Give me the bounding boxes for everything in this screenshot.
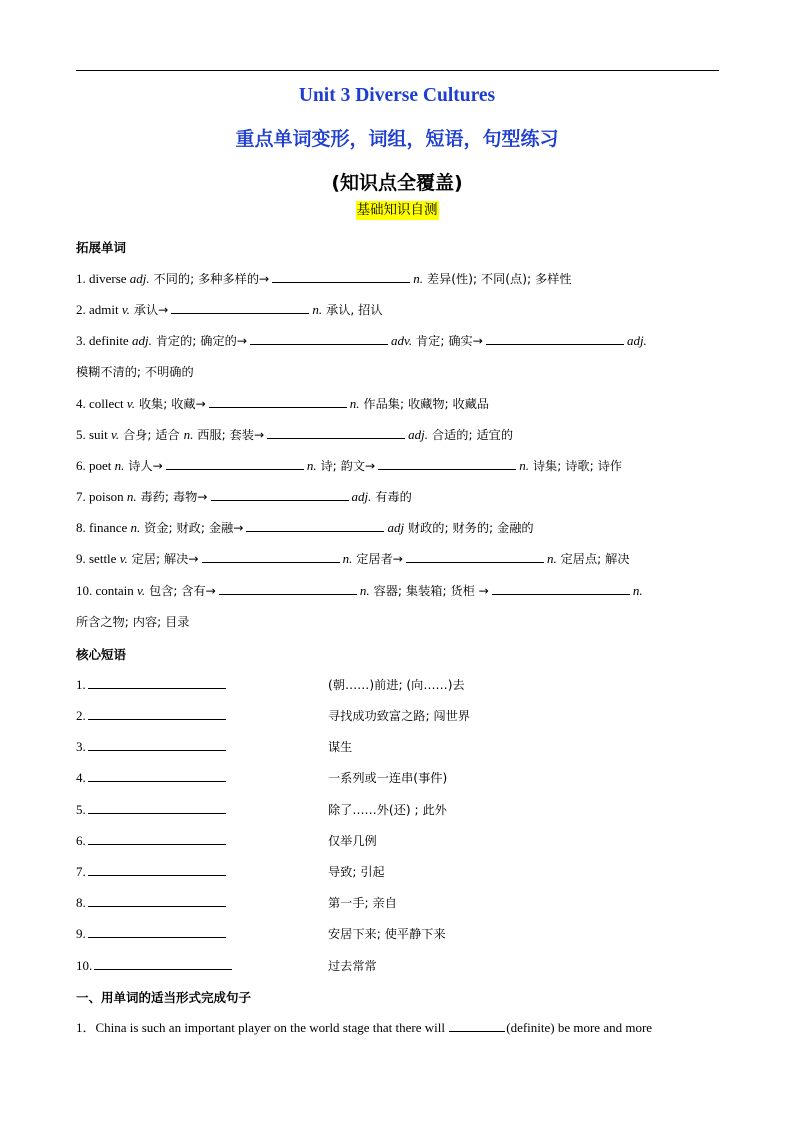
answer-blank[interactable]	[88, 738, 226, 751]
phrase-meaning-6: 仅举几例	[328, 834, 377, 848]
answer-blank[interactable]	[486, 332, 624, 345]
phrase-meaning-3: 谋生	[328, 740, 353, 754]
answer-blank[interactable]	[202, 550, 340, 563]
vocab-item-8: 8. finance n. 资金; 财政; 金融→ adj 财政的; 财务的; 金融的	[76, 520, 534, 535]
phrase-meaning-4: 一系列或一连串(事件)	[328, 771, 448, 785]
vocab-item-10-cont: 所含之物; 内容; 目录	[76, 615, 190, 629]
phrase-meaning-2: 寻找成功致富之路; 闯世界	[328, 709, 471, 723]
answer-blank[interactable]	[211, 488, 349, 501]
phrases-heading: 核心短语	[76, 647, 127, 662]
answer-blank[interactable]	[88, 676, 226, 689]
coverage-note: (知识点全覆盖)	[331, 172, 463, 194]
answer-blank[interactable]	[88, 925, 226, 938]
answer-blank[interactable]	[449, 1019, 505, 1032]
phrase-item-8: 8.	[76, 894, 229, 912]
section-badge: 基础知识自测	[356, 202, 438, 218]
vocab-item-3: 3. definite adj. 肯定的; 确定的→ adv. 肯定; 确实→ adj.	[76, 333, 647, 348]
vocab-item-1: 1. diverse adj. 不同的; 多种多样的→ n. 差异(性); 不同(点); 多样性	[76, 271, 572, 286]
answer-blank[interactable]	[246, 519, 384, 532]
section-badge-wrap	[0, 201, 794, 220]
answer-blank[interactable]	[272, 270, 410, 283]
answer-blank[interactable]	[88, 707, 226, 720]
vocab-item-5: 5. suit v. 合身; 适合 n. 西服; 套装→ adj. 合适的; 适宜的	[76, 427, 514, 442]
phrase-item-10: 10.	[76, 957, 235, 975]
phrase-item-2: 2.	[76, 707, 229, 725]
phrase-item-6: 6.	[76, 832, 229, 850]
answer-blank[interactable]	[166, 457, 304, 470]
vocab-item-3-cont: 模糊不清的; 不明确的	[76, 365, 194, 379]
answer-blank[interactable]	[406, 550, 544, 563]
phrase-meaning-5: 除了……外(还) ; 此外	[328, 803, 447, 817]
answer-blank[interactable]	[492, 582, 630, 595]
answer-blank[interactable]	[378, 457, 516, 470]
answer-blank[interactable]	[171, 301, 309, 314]
vocab-heading: 拓展单词	[76, 240, 127, 255]
phrase-meaning-7: 导致; 引起	[328, 865, 385, 879]
answer-blank[interactable]	[88, 769, 226, 782]
answer-blank[interactable]	[88, 894, 226, 907]
vocab-item-9: 9. settle v. 定居; 解决→ n. 定居者→ n. 定居点; 解决	[76, 551, 630, 566]
phrase-item-5: 5.	[76, 801, 229, 819]
answer-blank[interactable]	[219, 582, 357, 595]
answer-blank[interactable]	[88, 863, 226, 876]
phrase-meaning-1: (朝……)前进; (向……)去	[328, 678, 465, 692]
phrase-item-4: 4.	[76, 769, 229, 787]
phrase-item-7: 7.	[76, 863, 229, 881]
page-title: Unit 3 Diverse Cultures	[298, 85, 496, 106]
answer-blank[interactable]	[88, 832, 226, 845]
top-rule	[76, 70, 719, 71]
phrase-item-3: 3.	[76, 738, 229, 756]
phrase-item-1: 1.	[76, 676, 229, 694]
phrase-item-9: 9.	[76, 925, 229, 943]
exercise-question-1: 1．China is such an important player on the world stage that there will (definite) be more and more	[76, 1020, 653, 1035]
answer-blank[interactable]	[267, 426, 405, 439]
page-subtitle: 重点单词变形，词组，短语，句型练习	[235, 128, 559, 150]
vocab-item-6: 6. poet n. 诗人→ n. 诗; 韵文→ n. 诗集; 诗歌; 诗作	[76, 458, 622, 473]
phrase-meaning-10: 过去常常	[328, 959, 377, 973]
vocab-item-10: 10. contain v. 包含; 含有→ n. 容器; 集装箱; 货柜 → n.	[76, 583, 643, 598]
answer-blank[interactable]	[250, 332, 388, 345]
answer-blank[interactable]	[94, 957, 232, 970]
vocab-item-7: 7. poison n. 毒药; 毒物→ adj. 有毒的	[76, 489, 412, 504]
phrase-meaning-8: 第一手; 亲自	[328, 896, 397, 910]
phrase-meaning-9: 安居下来; 使平静下来	[328, 927, 446, 941]
answer-blank[interactable]	[88, 801, 226, 814]
vocab-item-4: 4. collect v. 收集; 收藏→ n. 作品集; 收藏物; 收藏品	[76, 396, 490, 411]
answer-blank[interactable]	[209, 395, 347, 408]
exercise-heading: 一、用单词的适当形式完成句子	[76, 990, 252, 1005]
vocab-item-2: 2. admit v. 承认→ n. 承认, 招认	[76, 302, 383, 317]
